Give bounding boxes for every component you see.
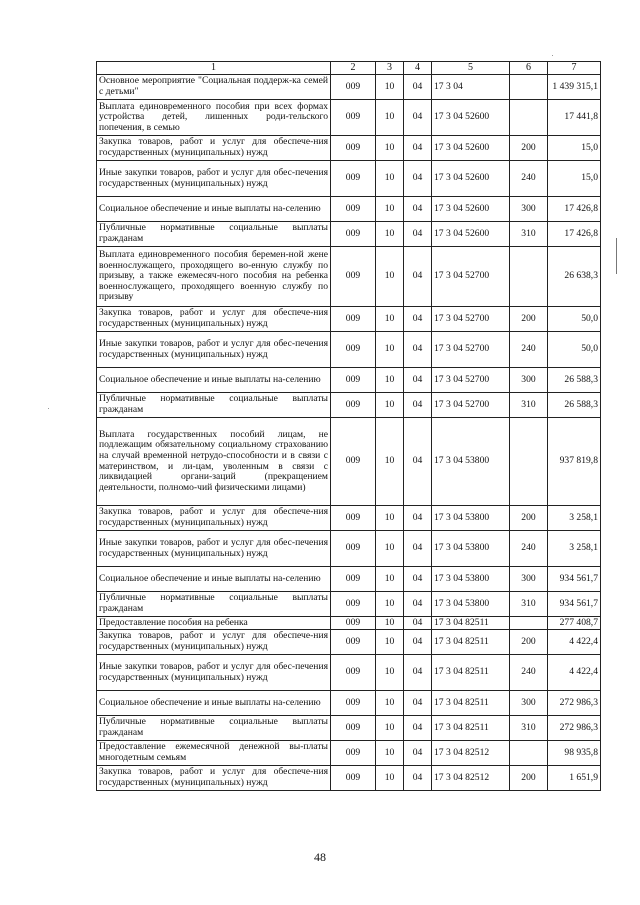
cell-ministry-code: 009 bbox=[331, 617, 376, 630]
cell-section: 10 bbox=[376, 617, 404, 630]
cell-amount: 277 408,7 bbox=[548, 617, 601, 630]
cell-target-article: 17 3 04 53800 bbox=[432, 506, 510, 531]
cell-ministry-code: 009 bbox=[331, 691, 376, 716]
cell-description: Выплата единовременного пособия беремен-ной жене военнослужащего, проходящего во-енную службу по призыву, а также ежемесяч-ного пособия на ребенка военнослужащего, проходящего военную службу по призыву bbox=[97, 247, 331, 307]
cell-section: 10 bbox=[376, 506, 404, 531]
cell-target-article: 17 3 04 52600 bbox=[432, 136, 510, 161]
cell-expense-type bbox=[510, 741, 548, 766]
cell-expense-type: 200 bbox=[510, 307, 548, 332]
cell-expense-type: 200 bbox=[510, 630, 548, 655]
cell-target-article: 17 3 04 53800 bbox=[432, 531, 510, 567]
table-row bbox=[97, 161, 601, 197]
cell-description: Публичные нормативные социальные выплаты гражданам bbox=[97, 222, 331, 247]
cell-ministry-code: 009 bbox=[331, 531, 376, 567]
cell-section: 10 bbox=[376, 197, 404, 222]
table-body bbox=[97, 75, 601, 791]
table-row bbox=[97, 592, 601, 617]
cell-expense-type: 300 bbox=[510, 691, 548, 716]
cell-ministry-code: 009 bbox=[331, 506, 376, 531]
table-row bbox=[97, 418, 601, 506]
cell-amount: 15,0 bbox=[548, 161, 601, 197]
cell-target-article: 17 3 04 52700 bbox=[432, 368, 510, 393]
table-row bbox=[97, 136, 601, 161]
cell-amount: 15,0 bbox=[548, 136, 601, 161]
cell-subsection: 04 bbox=[404, 418, 432, 506]
cell-target-article: 17 3 04 53800 bbox=[432, 592, 510, 617]
cell-description: Иные закупки товаров, работ и услуг для обес-печения государственных (муниципальных) нужд bbox=[97, 161, 331, 197]
cell-amount: 3 258,1 bbox=[548, 531, 601, 567]
col-header-1: 1 bbox=[97, 62, 331, 75]
cell-section: 10 bbox=[376, 75, 404, 100]
cell-subsection: 04 bbox=[404, 567, 432, 592]
cell-section: 10 bbox=[376, 307, 404, 332]
cell-target-article: 17 3 04 bbox=[432, 75, 510, 100]
cell-amount: 26 588,3 bbox=[548, 393, 601, 418]
cell-ministry-code: 009 bbox=[331, 716, 376, 741]
cell-description: Выплата единовременного пособия при всех формах устройства детей, лишенных роди-тельского попечения, в семью bbox=[97, 100, 331, 136]
cell-ministry-code: 009 bbox=[331, 655, 376, 691]
cell-amount: 26 638,3 bbox=[548, 247, 601, 307]
col-header-3: 3 bbox=[376, 62, 404, 75]
cell-section: 10 bbox=[376, 766, 404, 791]
cell-description: Закупка товаров, работ и услуг для обеспече-ния государственных (муниципальных) нужд bbox=[97, 766, 331, 791]
cell-ministry-code: 009 bbox=[331, 630, 376, 655]
cell-subsection: 04 bbox=[404, 393, 432, 418]
cell-subsection: 04 bbox=[404, 766, 432, 791]
cell-subsection: 04 bbox=[404, 307, 432, 332]
table-row bbox=[97, 655, 601, 691]
cell-ministry-code: 009 bbox=[331, 393, 376, 418]
cell-expense-type bbox=[510, 100, 548, 136]
cell-section: 10 bbox=[376, 741, 404, 766]
cell-ministry-code: 009 bbox=[331, 161, 376, 197]
cell-subsection: 04 bbox=[404, 197, 432, 222]
table-row bbox=[97, 247, 601, 307]
cell-description: Публичные нормативные социальные выплаты гражданам bbox=[97, 592, 331, 617]
cell-section: 10 bbox=[376, 100, 404, 136]
cell-amount: 934 561,7 bbox=[548, 567, 601, 592]
cell-section: 10 bbox=[376, 655, 404, 691]
cell-description: Социальное обеспечение и иные выплаты на-селению bbox=[97, 567, 331, 592]
cell-ministry-code: 009 bbox=[331, 332, 376, 368]
page-number: 48 bbox=[314, 850, 326, 864]
cell-ministry-code: 009 bbox=[331, 136, 376, 161]
cell-target-article: 17 3 04 82511 bbox=[432, 655, 510, 691]
table-row bbox=[97, 307, 601, 332]
cell-expense-type: 310 bbox=[510, 592, 548, 617]
cell-description: Закупка товаров, работ и услуг для обеспече-ния государственных (муниципальных) нужд bbox=[97, 307, 331, 332]
table-row bbox=[97, 741, 601, 766]
cell-expense-type: 200 bbox=[510, 136, 548, 161]
cell-target-article: 17 3 04 82511 bbox=[432, 617, 510, 630]
cell-ministry-code: 009 bbox=[331, 418, 376, 506]
table-row bbox=[97, 766, 601, 791]
cell-section: 10 bbox=[376, 247, 404, 307]
cell-amount: 272 986,3 bbox=[548, 691, 601, 716]
cell-section: 10 bbox=[376, 332, 404, 368]
cell-description: Основное мероприятие "Социальная поддерж-ка семей с детьми" bbox=[97, 75, 331, 100]
cell-subsection: 04 bbox=[404, 247, 432, 307]
cell-description: Социальное обеспечение и иные выплаты на-селению bbox=[97, 691, 331, 716]
cell-section: 10 bbox=[376, 393, 404, 418]
cell-ministry-code: 009 bbox=[331, 222, 376, 247]
cell-ministry-code: 009 bbox=[331, 567, 376, 592]
cell-expense-type bbox=[510, 247, 548, 307]
cell-target-article: 17 3 04 52600 bbox=[432, 161, 510, 197]
cell-subsection: 04 bbox=[404, 75, 432, 100]
table-header-row bbox=[97, 62, 601, 75]
table-row bbox=[97, 691, 601, 716]
cell-ministry-code: 009 bbox=[331, 75, 376, 100]
cell-ministry-code: 009 bbox=[331, 197, 376, 222]
cell-subsection: 04 bbox=[404, 716, 432, 741]
cell-amount: 1 651,9 bbox=[548, 766, 601, 791]
table-row bbox=[97, 506, 601, 531]
cell-subsection: 04 bbox=[404, 100, 432, 136]
cell-expense-type: 300 bbox=[510, 197, 548, 222]
table-row bbox=[97, 617, 601, 630]
cell-target-article: 17 3 04 52600 bbox=[432, 100, 510, 136]
cell-expense-type: 240 bbox=[510, 332, 548, 368]
scan-artifact-dot bbox=[48, 408, 49, 409]
table-row bbox=[97, 567, 601, 592]
table-row bbox=[97, 393, 601, 418]
cell-expense-type: 310 bbox=[510, 716, 548, 741]
table-row bbox=[97, 531, 601, 567]
cell-amount: 50,0 bbox=[548, 307, 601, 332]
cell-amount: 937 819,8 bbox=[548, 418, 601, 506]
cell-section: 10 bbox=[376, 716, 404, 741]
cell-section: 10 bbox=[376, 630, 404, 655]
cell-ministry-code: 009 bbox=[331, 247, 376, 307]
table-row bbox=[97, 75, 601, 100]
cell-description: Закупка товаров, работ и услуг для обеспече-ния государственных (муниципальных) нужд bbox=[97, 506, 331, 531]
cell-amount: 26 588,3 bbox=[548, 368, 601, 393]
table-row bbox=[97, 716, 601, 741]
cell-subsection: 04 bbox=[404, 136, 432, 161]
cell-amount: 1 439 315,1 bbox=[548, 75, 601, 100]
table-row bbox=[97, 100, 601, 136]
cell-subsection: 04 bbox=[404, 368, 432, 393]
cell-amount: 98 935,8 bbox=[548, 741, 601, 766]
cell-expense-type: 240 bbox=[510, 531, 548, 567]
cell-ministry-code: 009 bbox=[331, 368, 376, 393]
cell-subsection: 04 bbox=[404, 617, 432, 630]
cell-target-article: 17 3 04 52700 bbox=[432, 393, 510, 418]
cell-expense-type bbox=[510, 617, 548, 630]
cell-target-article: 17 3 04 82512 bbox=[432, 766, 510, 791]
cell-amount: 934 561,7 bbox=[548, 592, 601, 617]
cell-expense-type: 200 bbox=[510, 766, 548, 791]
cell-section: 10 bbox=[376, 592, 404, 617]
cell-subsection: 04 bbox=[404, 161, 432, 197]
table-row bbox=[97, 630, 601, 655]
cell-description: Иные закупки товаров, работ и услуг для обес-печения государственных (муниципальных) нужд bbox=[97, 531, 331, 567]
cell-description: Социальное обеспечение и иные выплаты на-селению bbox=[97, 368, 331, 393]
cell-subsection: 04 bbox=[404, 630, 432, 655]
cell-description: Иные закупки товаров, работ и услуг для обес-печения государственных (муниципальных) нужд bbox=[97, 655, 331, 691]
cell-expense-type: 310 bbox=[510, 222, 548, 247]
cell-subsection: 04 bbox=[404, 506, 432, 531]
cell-section: 10 bbox=[376, 531, 404, 567]
cell-subsection: 04 bbox=[404, 222, 432, 247]
scan-artifact-dot bbox=[552, 55, 553, 56]
cell-description: Закупка товаров, работ и услуг для обеспече-ния государственных (муниципальных) нужд bbox=[97, 630, 331, 655]
cell-amount: 4 422,4 bbox=[548, 655, 601, 691]
cell-amount: 272 986,3 bbox=[548, 716, 601, 741]
cell-section: 10 bbox=[376, 418, 404, 506]
cell-expense-type bbox=[510, 418, 548, 506]
cell-target-article: 17 3 04 53800 bbox=[432, 567, 510, 592]
cell-section: 10 bbox=[376, 161, 404, 197]
cell-amount: 17 426,8 bbox=[548, 222, 601, 247]
cell-subsection: 04 bbox=[404, 691, 432, 716]
cell-subsection: 04 bbox=[404, 531, 432, 567]
cell-section: 10 bbox=[376, 368, 404, 393]
cell-expense-type: 310 bbox=[510, 393, 548, 418]
cell-target-article: 17 3 04 52700 bbox=[432, 247, 510, 307]
col-header-7: 7 bbox=[548, 62, 601, 75]
col-header-4: 4 bbox=[404, 62, 432, 75]
cell-section: 10 bbox=[376, 691, 404, 716]
cell-target-article: 17 3 04 53800 bbox=[432, 418, 510, 506]
cell-description: Предоставление пособия на ребенка bbox=[97, 617, 331, 630]
cell-expense-type: 200 bbox=[510, 506, 548, 531]
cell-amount: 17 426,8 bbox=[548, 197, 601, 222]
cell-target-article: 17 3 04 82511 bbox=[432, 691, 510, 716]
cell-expense-type: 300 bbox=[510, 368, 548, 393]
cell-ministry-code: 009 bbox=[331, 307, 376, 332]
col-header-2: 2 bbox=[331, 62, 376, 75]
cell-amount: 17 441,8 bbox=[548, 100, 601, 136]
cell-expense-type bbox=[510, 75, 548, 100]
col-header-6: 6 bbox=[510, 62, 548, 75]
cell-description: Публичные нормативные социальные выплаты гражданам bbox=[97, 393, 331, 418]
cell-target-article: 17 3 04 52600 bbox=[432, 222, 510, 247]
cell-section: 10 bbox=[376, 222, 404, 247]
col-header-5: 5 bbox=[432, 62, 510, 75]
cell-expense-type: 240 bbox=[510, 161, 548, 197]
cell-expense-type: 300 bbox=[510, 567, 548, 592]
cell-description: Закупка товаров, работ и услуг для обеспече-ния государственных (муниципальных) нужд bbox=[97, 136, 331, 161]
cell-subsection: 04 bbox=[404, 741, 432, 766]
cell-description: Иные закупки товаров, работ и услуг для обес-печения государственных (муниципальных) нужд bbox=[97, 332, 331, 368]
cell-amount: 50,0 bbox=[548, 332, 601, 368]
cell-amount: 3 258,1 bbox=[548, 506, 601, 531]
cell-subsection: 04 bbox=[404, 592, 432, 617]
cell-subsection: 04 bbox=[404, 332, 432, 368]
table-row bbox=[97, 332, 601, 368]
cell-target-article: 17 3 04 82511 bbox=[432, 630, 510, 655]
cell-description: Социальное обеспечение и иные выплаты на-селению bbox=[97, 197, 331, 222]
cell-ministry-code: 009 bbox=[331, 741, 376, 766]
cell-amount: 4 422,4 bbox=[548, 630, 601, 655]
cell-expense-type: 240 bbox=[510, 655, 548, 691]
cell-ministry-code: 009 bbox=[331, 766, 376, 791]
cell-ministry-code: 009 bbox=[331, 592, 376, 617]
cell-target-article: 17 3 04 52600 bbox=[432, 197, 510, 222]
cell-target-article: 17 3 04 52700 bbox=[432, 307, 510, 332]
cell-description: Публичные нормативные социальные выплаты гражданам bbox=[97, 716, 331, 741]
cell-subsection: 04 bbox=[404, 655, 432, 691]
cell-description: Предоставление ежемесячной денежной вы-платы многодетным семьям bbox=[97, 741, 331, 766]
cell-target-article: 17 3 04 82512 bbox=[432, 741, 510, 766]
cell-target-article: 17 3 04 52700 bbox=[432, 332, 510, 368]
scan-artifact-line bbox=[616, 238, 617, 274]
cell-ministry-code: 009 bbox=[331, 100, 376, 136]
table-row bbox=[97, 368, 601, 393]
cell-section: 10 bbox=[376, 136, 404, 161]
budget-table bbox=[96, 61, 601, 791]
table-row bbox=[97, 222, 601, 247]
cell-target-article: 17 3 04 82511 bbox=[432, 716, 510, 741]
cell-section: 10 bbox=[376, 567, 404, 592]
table-row bbox=[97, 197, 601, 222]
cell-description: Выплата государственных пособий лицам, не подлежащим обязательному социальному страхованию на случай временной нетрудо-способности и в связи с материнством, и ли-цам, уволенным в связи с ликвидацией органи-заций (прекращением деятельности, полномо-чий физическими лицами) bbox=[97, 418, 331, 506]
